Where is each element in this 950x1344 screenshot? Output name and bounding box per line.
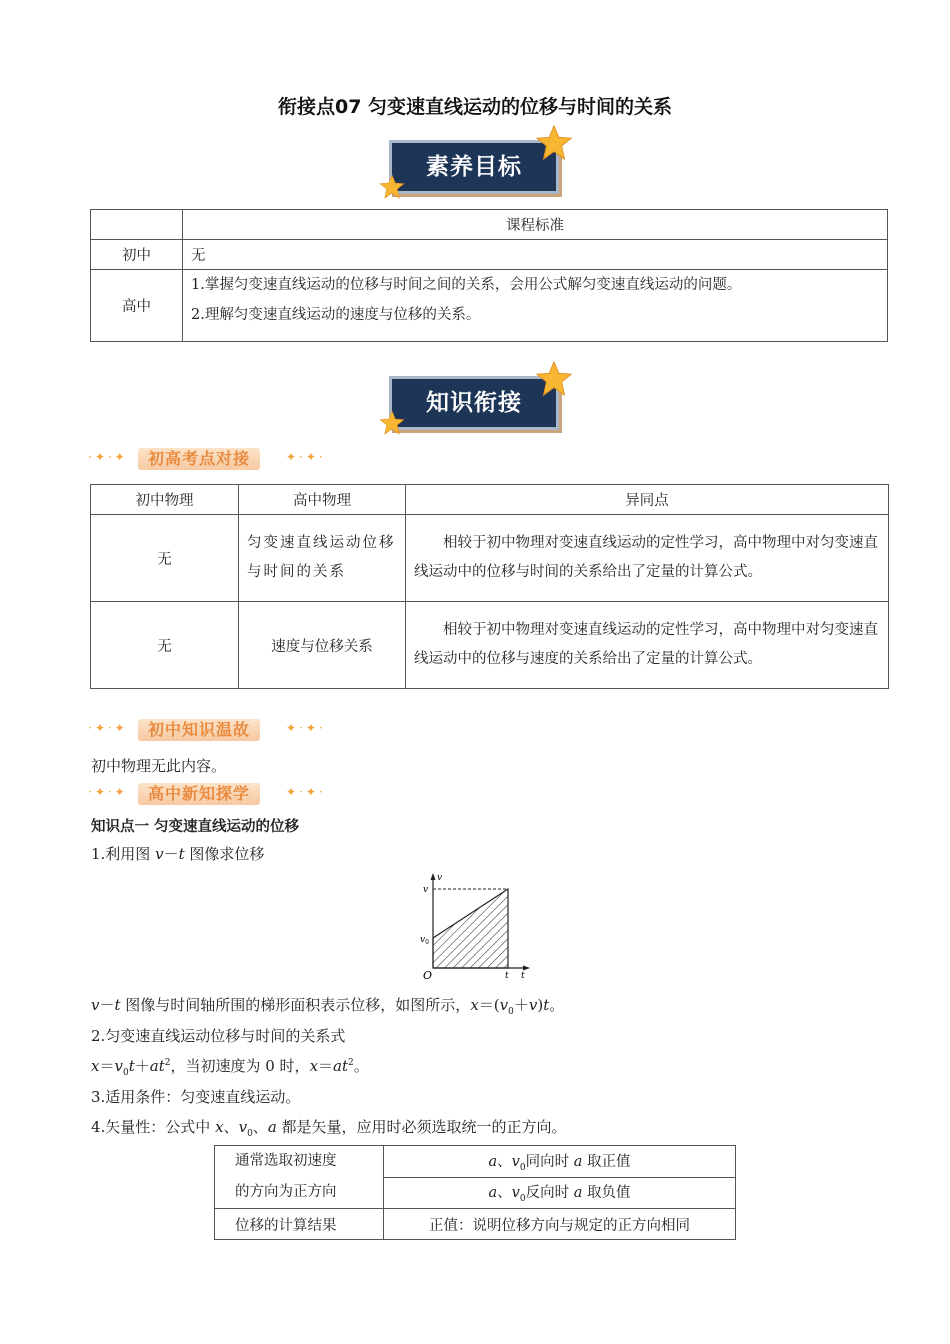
item-1: 1.利用图 v－t 图像求位移 [91,845,265,863]
section-ribbon [88,783,338,807]
table-row [91,270,888,342]
formula-line: $x=v_0t+at^2$，当初速度为 0 时，$x=at^2$。 [91,1057,369,1078]
row-content-line: 1.掌握匀变速直线运动的位移与时间之间的关系，会用公式解匀变速直线运动的问题。 [191,277,742,293]
diff-cell: 相较于初中物理对变速直线运动的定性学习，高中物理中对匀变速直线运动中的位移与时间的关系给出了定量的计算公式。 [406,515,889,602]
sparkle-icon: ·✦·✦ [88,721,128,735]
arrow-up-icon [431,873,436,880]
opposite-direction-cell: a、$v_0$反向时 a 取负值 [384,1177,736,1209]
same-direction-cell: a、$v_0$同向时 a 取正值 [384,1146,736,1178]
senior-cell: 速度与位移关系 [239,602,406,689]
comparison-table [90,484,889,689]
section-ribbon [88,719,338,743]
junior-cell: 无 [91,602,239,689]
axis-label-t: t [521,971,525,981]
section-label: 初中知识温故 [138,719,260,741]
sparkle-icon: ✦·✦· [286,450,326,464]
row-label: 高中 [91,270,183,342]
table-row [215,1146,736,1178]
section-ribbon [88,448,338,472]
banner-knowledge-link [383,370,573,434]
star-icon [379,174,405,200]
banner-label: 素养目标 [389,140,559,194]
item-3: 3.适用条件：匀变速直线运动。 [91,1088,301,1106]
row-label: 初中 [91,240,183,270]
curriculum-standard-table [90,209,888,342]
star-icon [535,360,573,398]
row-content: 无 [183,240,888,270]
table-row [91,240,888,270]
arrow-right-icon [523,966,530,971]
banner-label: 知识衔接 [389,376,559,430]
junior-cell: 无 [91,515,239,602]
label-t: t [505,971,509,981]
result-value-cell: 正值：说明位移方向与规定的正方向相同 [384,1209,736,1240]
axis-label-v: v [437,873,443,883]
sparkle-icon: ·✦·✦ [88,785,128,799]
diff-cell: 相较于初中物理对变速直线运动的定性学习，高中物理中对匀变速直线运动中的位移与速度的关系给出了定量的计算公式。 [406,602,889,689]
sign-convention-table [214,1145,736,1240]
star-icon [379,410,405,436]
sparkle-icon: ·✦·✦ [88,450,128,464]
origin-label: O [423,969,433,982]
vt-graph [415,870,535,982]
table-row [91,602,889,689]
table-header: 高中物理 [239,485,406,515]
table-header: 课程标准 [183,210,888,240]
table-row [91,515,889,602]
label-v0: $v_0$ [420,935,429,946]
item-2: 2.匀变速直线运动位移与时间的关系式 [91,1027,346,1045]
label-v: v [423,885,429,895]
section-label: 初高考点对接 [138,448,260,470]
table-header: 异同点 [406,485,889,515]
table-cell [91,210,183,240]
sparkle-icon: ✦·✦· [286,721,326,735]
result-label-cell: 位移的计算结果 [215,1209,384,1240]
trapezoid-area [433,889,508,968]
sparkle-icon: ✦·✦· [286,785,326,799]
table-header: 初中物理 [91,485,239,515]
star-icon [535,124,573,162]
banner-literacy-goals [383,134,573,198]
page-title: 衔接点07 匀变速直线运动的位移与时间的关系 [277,96,673,118]
item-4: 4.矢量性：公式中 x、$v_0$、a 都是矢量，应用时必须选取统一的正方向。 [91,1118,567,1139]
convention-cell: 通常选取初速度 的方向为正方向 [215,1146,384,1209]
graph-explanation: v－t 图像与时间轴所围的梯形面积表示位移，如图所示，$x=(v_0+v)t$。 [91,996,565,1017]
row-content-line: 2.理解匀变速直线运动的速度与位移的关系。 [191,307,481,323]
no-content-text: 初中物理无此内容。 [91,757,227,775]
knowledge-point-title: 知识点一 匀变速直线运动的位移 [91,819,300,835]
table-row [215,1209,736,1240]
section-label: 高中新知探学 [138,783,260,805]
senior-cell: 匀变速直线运动位移与时间的关系 [239,515,406,602]
